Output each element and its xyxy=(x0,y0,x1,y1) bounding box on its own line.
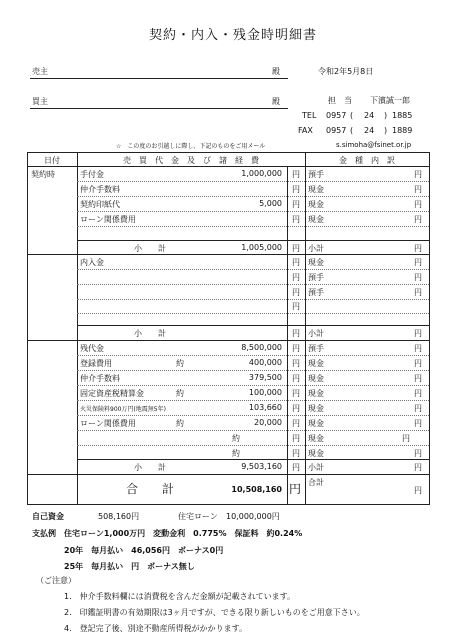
payment-example: 支払例 住宅ローン1,000万円 変動金利 0.775% 保証料 約0.24% xyxy=(32,529,303,538)
final-row-2-note: 約 xyxy=(176,359,184,368)
final-row-5-amount: 103,660 xyxy=(248,403,282,412)
final-row-3-amount: 379,500 xyxy=(248,373,282,382)
kind-total-label: 合計 xyxy=(308,478,324,487)
yen-unit: 円 xyxy=(414,200,422,209)
tel-area: 0957 xyxy=(326,111,347,120)
yen-unit: 円 xyxy=(402,434,410,443)
final-row-2-name: 登録費用 xyxy=(80,359,112,368)
header-breakdown: 金 種 内 訳 xyxy=(339,156,395,165)
yen-unit: 円 xyxy=(414,185,422,194)
yen-unit: 円 xyxy=(414,273,422,282)
final-row-4-kind: 現金 xyxy=(308,389,324,398)
punctuation: ( xyxy=(350,126,354,135)
yen-unit: 円 xyxy=(414,258,422,267)
yen-unit: 円 xyxy=(414,374,422,383)
yen-unit: 円 xyxy=(292,302,300,311)
buyer-underline xyxy=(30,108,288,109)
buyer-label: 買主 xyxy=(32,97,48,106)
yen-unit: 円 xyxy=(292,170,300,179)
final-row-7-note: 約 xyxy=(232,434,240,443)
contract-row-1-kind: 預手 xyxy=(308,170,324,179)
final-row-1-name: 残代金 xyxy=(80,344,104,353)
contract-row-4-name: ローン関係費用 xyxy=(80,215,136,224)
yen-unit: 円 xyxy=(292,288,300,297)
final-row-5-kind: 現金 xyxy=(308,404,324,413)
seller-label: 売主 xyxy=(32,67,48,76)
home-loan: 10,000,000円 xyxy=(226,512,280,521)
total-label: 合 計 xyxy=(125,482,174,496)
contract-label: 契約時 xyxy=(31,170,55,179)
contract-row-3-amount: 5,000 xyxy=(259,199,282,208)
yen-unit: 円 xyxy=(414,344,422,353)
plan-25-years: 25年 毎月払い 円 ボーナス無し xyxy=(64,562,195,571)
yen-unit: 円 xyxy=(414,215,422,224)
plan-20-years: 20年 毎月払い 46,056円 ボーナス0円 xyxy=(64,546,224,555)
home-loan-label: 住宅ローン xyxy=(178,512,218,521)
final-row-4-name: 固定資産税精算金 xyxy=(80,389,144,398)
email-address: s.simoha@fsinet.or.jp xyxy=(336,141,412,149)
yen-unit: 円 xyxy=(414,419,422,428)
punctuation: ) xyxy=(384,126,388,135)
note-3: 4. 登記完了後、別途不動産所得税がかかります。 xyxy=(64,624,247,633)
own-funds-label: 自己資金 xyxy=(32,512,64,521)
yen-unit: 円 xyxy=(292,404,300,413)
tel-number: 1885 xyxy=(392,111,413,120)
final-row-6-amount: 20,000 xyxy=(254,418,282,427)
fax-label: FAX xyxy=(298,126,313,135)
interim-row-2-kind: 預手 xyxy=(308,273,324,282)
yen-unit: 円 xyxy=(414,463,422,472)
final-row-8-kind: 現金 xyxy=(308,449,324,458)
contract-kind-subtotal: 小計 xyxy=(308,244,324,253)
yen-unit: 円 xyxy=(414,449,422,458)
contract-subtotal: 1,005,000 xyxy=(241,243,282,252)
interim-row-3-kind: 預手 xyxy=(308,288,324,297)
interim-kind-subtotal: 小計 xyxy=(308,329,324,338)
final-row-5-name: 火災保険料900万円(地震無5年) xyxy=(80,406,166,413)
note-2: 2. 印鑑証明書の有効期限は3ヶ月ですが、できる限り新しいものをご用意下さい。 xyxy=(64,608,365,617)
yen-unit: 円 xyxy=(414,288,422,297)
fax-number: 1889 xyxy=(392,126,413,135)
yen-unit: 円 xyxy=(292,434,300,443)
fax-exchange: 24 xyxy=(364,126,375,135)
fax-area: 0957 xyxy=(326,126,347,135)
notice-text: ☆ この度のお引越しに際し、下記のものをご用メール xyxy=(116,143,266,150)
punctuation: ( xyxy=(350,111,354,120)
punctuation: ) xyxy=(384,111,388,120)
final-row-1-kind: 預手 xyxy=(308,344,324,353)
yen-unit: 円 xyxy=(414,486,422,495)
notes-title: （ご注意） xyxy=(36,576,76,585)
issue-date: 令和2年5月8日 xyxy=(318,67,374,76)
own-funds: 508,160円 xyxy=(98,512,140,521)
interim-row-1-kind: 現金 xyxy=(308,258,324,267)
contract-row-3-name: 契約印紙代 xyxy=(80,200,120,209)
page-title: 契約・内入・残金時明細書 xyxy=(148,28,317,43)
tel-exchange: 24 xyxy=(364,111,375,120)
final-subtotal-label: 小 計 xyxy=(134,463,166,472)
yen-unit: 円 xyxy=(414,329,422,338)
interim-subtotal-label: 小 計 xyxy=(134,329,166,338)
yen-unit: 円 xyxy=(292,389,300,398)
yen-unit: 円 xyxy=(414,244,422,253)
header-date: 日付 xyxy=(44,156,60,165)
yen-unit: 円 xyxy=(289,482,302,496)
buyer-sama: 殿 xyxy=(272,97,280,106)
staff-name: 下濱誠一郎 xyxy=(370,96,410,105)
contract-row-3-kind: 現金 xyxy=(308,200,324,209)
seller-underline xyxy=(30,78,288,79)
yen-unit: 円 xyxy=(292,200,300,209)
yen-unit: 円 xyxy=(292,258,300,267)
final-row-6-note: 約 xyxy=(176,419,184,428)
interim-row-1-name: 内入金 xyxy=(80,258,104,267)
final-row-6-name: ローン関係費用 xyxy=(80,419,136,428)
yen-unit: 円 xyxy=(292,463,300,472)
tel-label: TEL xyxy=(302,111,317,120)
final-subtotal: 9,503,160 xyxy=(241,462,282,471)
grand-total: 10,508,160 xyxy=(231,485,282,494)
contract-row-1-amount: 1,000,000 xyxy=(241,169,282,178)
contract-row-1-name: 手付金 xyxy=(80,170,104,179)
yen-unit: 円 xyxy=(292,344,300,353)
contract-row-2-name: 仲介手数料 xyxy=(80,185,120,194)
final-row-2-kind: 現金 xyxy=(308,359,324,368)
contract-subtotal-label: 小 計 xyxy=(134,244,166,253)
yen-unit: 円 xyxy=(414,170,422,179)
yen-unit: 円 xyxy=(292,329,300,338)
final-row-4-amount: 100,000 xyxy=(248,388,282,397)
final-row-4-note: 約 xyxy=(176,389,184,398)
final-row-3-kind: 現金 xyxy=(308,374,324,383)
yen-unit: 円 xyxy=(414,359,422,368)
yen-unit: 円 xyxy=(292,215,300,224)
final-row-6-kind: 現金 xyxy=(308,419,324,428)
final-row-1-amount: 8,500,000 xyxy=(241,343,282,352)
yen-unit: 円 xyxy=(292,273,300,282)
staff-label: 担 当 xyxy=(328,96,352,105)
header-expense: 売 買 代 金 及 び 諸 経 費 xyxy=(123,156,259,165)
contract-row-2-kind: 現金 xyxy=(308,185,324,194)
contract-row-4-kind: 現金 xyxy=(308,215,324,224)
yen-unit: 円 xyxy=(292,359,300,368)
yen-unit: 円 xyxy=(292,244,300,253)
yen-unit: 円 xyxy=(414,389,422,398)
yen-unit: 円 xyxy=(414,404,422,413)
seller-sama: 殿 xyxy=(272,67,280,76)
yen-unit: 円 xyxy=(292,419,300,428)
yen-unit: 円 xyxy=(292,374,300,383)
final-kind-subtotal: 小計 xyxy=(308,463,324,472)
yen-unit: 円 xyxy=(292,449,300,458)
final-row-8-note: 約 xyxy=(232,449,240,458)
note-1: 1. 仲介手数料欄には消費税を含んだ金額が記載されています。 xyxy=(64,592,295,601)
final-row-2-amount: 400,000 xyxy=(248,358,282,367)
yen-unit: 円 xyxy=(292,185,300,194)
final-row-3-name: 仲介手数料 xyxy=(80,374,120,383)
final-row-7-kind: 現金 xyxy=(308,434,324,443)
